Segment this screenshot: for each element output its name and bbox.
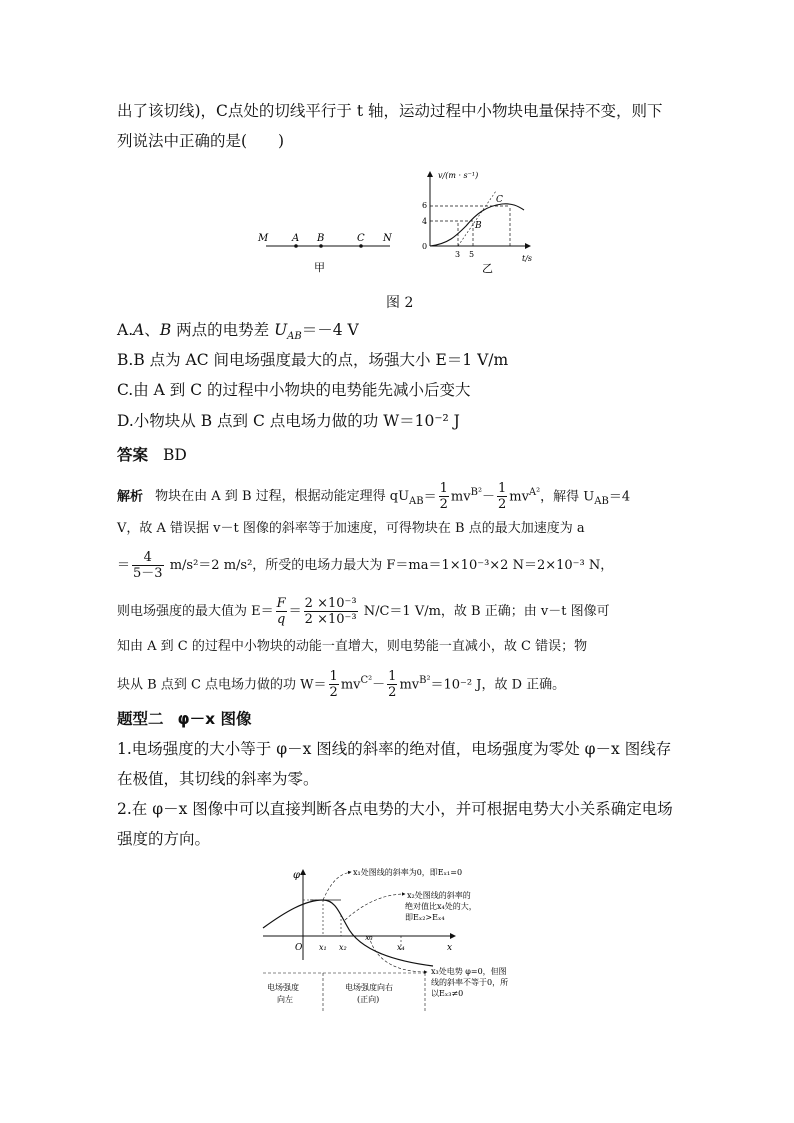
question-line-1: 出了该切线)，C点处的切线平行于 t 轴，运动过程中小物块电量保持不变，则下	[117, 102, 663, 120]
phi-bottom-left-2: 向左	[277, 995, 293, 1004]
analysis-line-2: V，故 A 错误据 v－t 图像的斜率等于加速度，可得物块在 B 点的最大加速度为 a	[117, 521, 585, 536]
section-title: 题型二 φ－x 图像	[117, 710, 252, 728]
section-p1-line2: 在极值，其切线的斜率为零。	[117, 770, 319, 788]
answer-label: 答案	[117, 446, 149, 464]
answer-value: BD	[162, 446, 187, 464]
figure-jia	[250, 225, 400, 275]
yi-point-b: B	[475, 221, 482, 231]
caption-jia: 甲	[314, 261, 325, 274]
option-c: C.由 A 到 C 的过程中小物块的电势能先减小后变大	[117, 381, 471, 399]
yi-xtick-3: 3	[455, 250, 461, 259]
analysis-line-6: 块从 B 点到 C 点电场力做的功 W＝ $\frac{1}{2}$ $mv^{C^2}-$ $\frac{1}{2}$ $mv^{B^2}=10^{-2}$ J，故 D 正确。	[117, 669, 566, 701]
analysis-line-5: 知由 A 到 C 的过程中小物块的动能一直增大，则电势能一直减小，故 C 错误；物	[117, 639, 588, 654]
yi-origin: 0	[422, 242, 428, 251]
label-m: M	[258, 233, 269, 244]
yi-ylabel: v/(m · s⁻¹)	[438, 171, 479, 180]
yi-ytick-6: 6	[422, 201, 428, 210]
phi-axis-x: x	[447, 943, 453, 953]
phi-bottom-left-1: 电场强度	[267, 983, 299, 992]
phi-xtick-3: x₃	[365, 933, 373, 942]
section-p2-line2: 强度的方向。	[117, 830, 211, 848]
phi-xtick-2: x₂	[339, 943, 347, 952]
phi-note-2a: x₂处图线的斜率的	[407, 891, 471, 900]
answer-line	[117, 440, 682, 470]
label-n: N	[383, 233, 392, 244]
yi-xtick-5: 5	[469, 250, 475, 259]
phi-note-3a: x₃处电势 φ=0，但图	[431, 967, 507, 976]
phi-note-2b: 绝对值比x₄处的大，	[405, 902, 477, 911]
question-line-2: 列说法中正确的是( )	[117, 132, 285, 150]
yi-xlabel: t/s	[522, 254, 533, 263]
yi-point-c: C	[496, 195, 503, 205]
phi-xtick-4: x₄	[397, 943, 405, 952]
option-d: D.小物块从 B 点到 C 点电场力做的功 W＝10⁻² J	[117, 412, 460, 430]
phi-x-figure	[255, 860, 525, 1018]
phi-note-2c: 即Eₓ₂>Eₓ₄	[405, 913, 445, 922]
phi-origin: O	[295, 943, 303, 953]
phi-note-3c: 以Eₓ₃≠0	[431, 989, 464, 998]
label-c: C	[357, 233, 365, 244]
phi-note-3b: 线的斜率不等于0，所	[431, 978, 509, 987]
section-p1-line1: 1.电场强度的大小等于 φ－x 图线的斜率的绝对值，电场强度为零处 φ－x 图线存	[117, 740, 672, 758]
phi-bottom-mid-2: (正向)	[357, 995, 380, 1004]
analysis-line-3: ＝ $\frac{4}{5-3}$ m/s²＝2 m/s²，所受的电场力最大为 F＝ma＝1×10⁻³×2 N＝2×10⁻³ N，	[117, 550, 614, 581]
phi-axis-y: φ	[293, 870, 301, 881]
caption-yi: 乙	[482, 262, 493, 275]
figure-yi	[418, 166, 548, 278]
figure-caption: 图 2	[386, 295, 414, 311]
option-b: B.B 点为 AC 间电场强度最大的点，场强大小 E＝1 V/m	[117, 351, 509, 369]
phi-bottom-mid-1: 电场强度向右	[345, 983, 393, 992]
label-b: B	[317, 233, 325, 244]
yi-ytick-4: 4	[422, 217, 428, 226]
phi-note-1: x₁处图线的斜率为0，即Eₓ₁=0	[353, 868, 463, 877]
analysis-line-1: 解析 物块在由 A 到 B 过程，根据动能定理得 $qU_{AB}=$ $\frac{1}{2}$ $mv^{B^2}-$ $\frac{1}{2}$ $mv^{A^2}$，解得 $U_{AB}=4$	[117, 481, 631, 513]
label-a: A	[292, 233, 300, 244]
option-a: A.A、B 两点的电势差 $U_{AB}=-4$ V	[117, 321, 359, 343]
section-p2-line1: 2.在 φ－x 图像中可以直接判断各点电势的大小，并可根据电势大小关系确定电场	[117, 800, 673, 818]
analysis-line-4: 则电场强度的最大值为 E＝ $\frac{F}{q}$ ＝ $\frac{\text{2 ×10⁻³}}{\text{2 ×10⁻³}}$ N/C＝1 V/m，故 B 正确；由 v－t 图像可	[117, 596, 610, 627]
phi-xtick-1: x₁	[319, 943, 327, 952]
